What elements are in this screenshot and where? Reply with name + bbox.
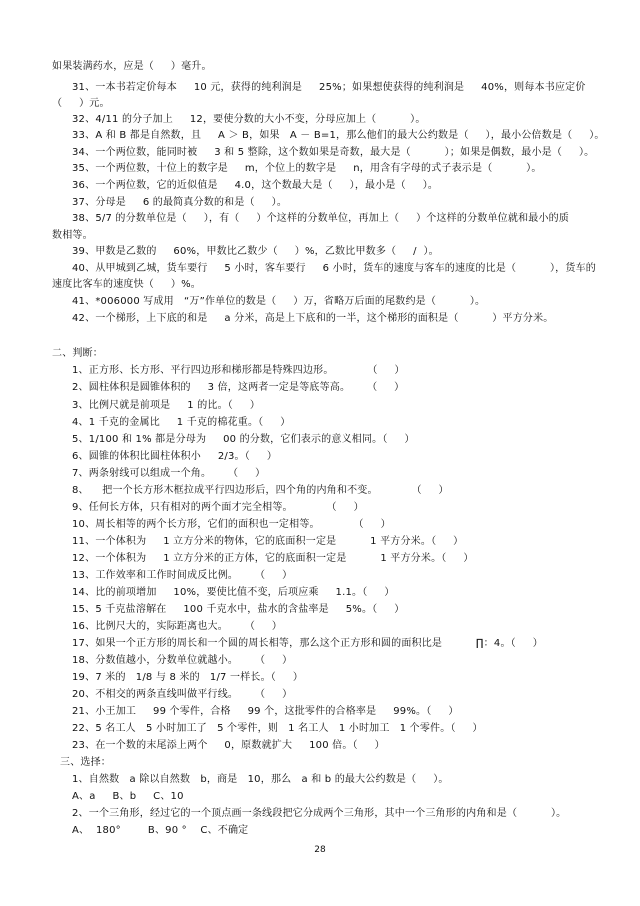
section-heading: 二、判断： [52, 348, 103, 359]
text-line: 22、5 名工人 5 小时加工了 5 个零件，则 1 名工人 1 小时加工 1 个零件。（ ） [72, 723, 483, 734]
text-line: 11、一个体积为 1 立方分米的物体，它的底面积一定是 1 平方分米。（ ） [72, 536, 464, 547]
text-line: 13、工作效率和工作时间成反比例。 （ ） [72, 570, 293, 581]
text-line: 21、小王加工 99 个零件，合格 99 个，这批零件的合格率是 99%。（ ） [72, 706, 459, 717]
text-line: 8、 把一个长方形木框拉成平行四边形后，四个角的内角和不变。 （ ） [72, 485, 449, 496]
section-heading: 三、选择： [60, 757, 111, 768]
text-line: 36、一个两位数，它的近似值是 4.0，这个数最大是（ ），最小是（ ）。 [72, 180, 439, 191]
text-line: 9、任何长方体，只有相对的两个面才完全相等。 （ ） [72, 502, 364, 513]
text-line: 15、5 千克盐溶解在 100 千克水中，盐水的含盐率是 5%。（ ） [72, 604, 405, 615]
text-line: 1、正方形、长方形、平行四边形和梯形都是特殊四边形。 （ ） [72, 365, 405, 376]
text-line: 33、A 和 B 都是自然数，且 A ＞ B，如果 A － B=1，那么他们的最大公约数是（ ），最小公倍数是（ ）。 [72, 130, 605, 141]
text-line: 1、自然数 a 除以自然数 b，商是 10，那么 a 和 b 的最大公约数是（ ）。 [72, 774, 449, 785]
text-line: 41、*006000 写成用 “万”作单位的数是（ ）万，省略万后面的尾数约是（ ）。 [72, 296, 486, 307]
text-line: 12、一个体积为 1 立方分米的正方体，它的底面积一定是 1 平方分米。（ ） [72, 553, 474, 564]
text-line: 速度比客车的速度快（ ）%。 [52, 279, 201, 290]
text-line: A、a B、b C、10 [72, 791, 184, 802]
text-line: 数相等。 [52, 230, 93, 241]
text-line: 32、4/11 的分子加上 12，要使分数的大小不变，分母应加上（ ）。 [72, 114, 426, 125]
text-line: 7、两条射线可以组成一个角。 （ ） [72, 468, 266, 479]
text-line: 14、比的前项增加 10%，要使比值不变，后项应乘 1.1。（ ） [72, 587, 395, 598]
text-line: 39、甲数是乙数的 60%，甲数比乙数少（ ）%，乙数比甲数多（ / ）。 [72, 246, 439, 257]
text-line: 4、1 千克的金属比 1 千克的棉花重。（ ） [72, 417, 291, 428]
text-line: 17、如果一个正方形的周长和一个圆的周长相等，那么这个正方形和圆的面积比是 ∏：4。（ ） [72, 638, 543, 649]
text-line: 6、圆锥的体积比圆柱体积小 2/3。（ ） [72, 451, 278, 462]
text-line: 31、一本书若定价每本 10 元，获得的纯利润是 25%；如果想使获得的纯利润是 40%，则每本书应定价 [72, 82, 586, 93]
text-line: 18、分数值越小，分数单位就越小。 （ ） [72, 655, 293, 666]
text-line: 2、圆柱体积是圆锥体积的 3 倍，这两者一定是等底等高。 （ ） [72, 382, 405, 393]
text-line: 38、5/7 的分数单位是（ ），有（ ）个这样的分数单位，再加上（ ）个这样的分数单位就和最小的质 [72, 213, 570, 224]
text-line: 23、在一个数的末尾添上两个 0，原数就扩大 100 倍。（ ） [72, 740, 385, 751]
text-line: 19、7 米的 1/8 与 8 米的 1/7 一样长。（ ） [72, 672, 304, 683]
text-line: 37、分母是 6 的最简真分数的和是（ ）。 [72, 197, 288, 208]
page-number: 28 [314, 845, 326, 855]
text-line: 5、1/100 和 1% 都是分母为 00 的分数，它们表示的意义相同。（ ） [72, 434, 415, 445]
text-line: 34、一个两位数，能同时被 3 和 5 整除，这个数如果是奇数，最大是（ ）；如果是偶数，最小是（ ）。 [72, 147, 595, 158]
text-line: A、 180° B、90 ° C、不确定 [72, 825, 249, 836]
text-line: 20、不相交的两条直线叫做平行线。 （ ） [72, 689, 293, 700]
text-line: 10、周长相等的两个长方形，它们的面积也一定相等。 （ ） [72, 519, 391, 530]
text-line: 16、比例尺大的，实际距离也大。 （ ） [72, 621, 283, 632]
text-line: 35、一个两位数，十位上的数字是 m，个位上的数字是 n，用含有字母的式子表示是（ ）。 [72, 163, 542, 174]
text-line: 3、比例尺就是前项是 1 的比。（ ） [72, 400, 261, 411]
text-line: 如果装满药水，应是（ ）毫升。 [52, 61, 212, 72]
text-line: （ ）元。 [52, 98, 110, 109]
text-line: 40、从甲城到乙城，货车要行 5 小时，客车要行 6 小时，货车的速度与客车的速度的比是（ ），货车的 [72, 263, 596, 274]
text-line: 2、一个三角形，经过它的一个顶点画一条线段把它分成两个三角形，其中一个三角形的内角和是（ ）。 [72, 808, 567, 819]
text-line: 42、一个梯形，上下底的和是 a 分米，高是上下底和的一半，这个梯形的面积是（ ）平方分米。 [72, 313, 554, 324]
